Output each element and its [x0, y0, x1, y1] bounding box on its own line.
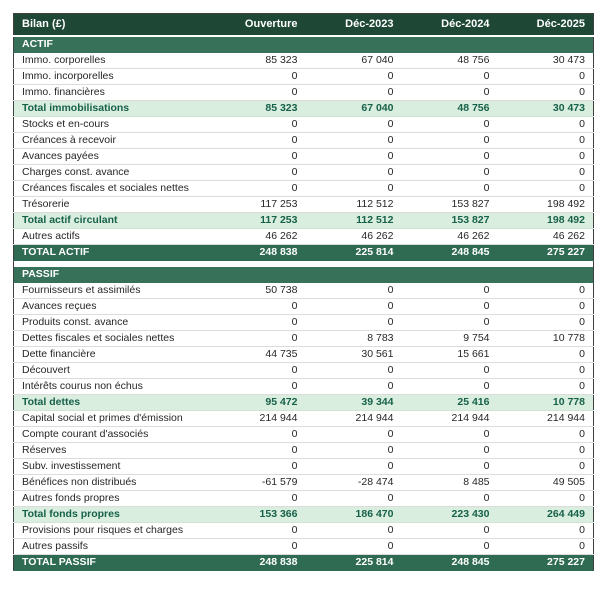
cell-value: 0	[306, 85, 402, 101]
cell-value: 50 738	[210, 283, 306, 299]
cell-value: 0	[498, 315, 594, 331]
cell-value: 275 227	[498, 555, 594, 571]
cell-value: 153 827	[402, 197, 498, 213]
cell-value: 0	[498, 523, 594, 539]
cell-value: 112 512	[306, 197, 402, 213]
cell-value: 117 253	[210, 213, 306, 229]
row-label: Immo. incorporelles	[14, 69, 210, 85]
table-row	[14, 299, 594, 315]
cell-value: 248 838	[210, 245, 306, 261]
cell-value: 10 778	[498, 331, 594, 347]
cell-value: 153 366	[210, 507, 306, 523]
cell-value: 0	[306, 299, 402, 315]
cell-value: 0	[210, 379, 306, 395]
table-row	[14, 475, 594, 491]
cell-value: 0	[402, 459, 498, 475]
cell-value: 0	[306, 133, 402, 149]
cell-value: 0	[498, 379, 594, 395]
subtotal-row	[14, 395, 594, 411]
cell-value: 0	[306, 491, 402, 507]
table-title: Bilan (£)	[14, 14, 210, 37]
column-header-dec-2025: Déc-2025	[498, 14, 594, 37]
row-label: Avances reçues	[14, 299, 210, 315]
table-row	[14, 181, 594, 197]
grand-total-row	[14, 245, 594, 261]
cell-value: 25 416	[402, 395, 498, 411]
cell-value: 85 323	[210, 53, 306, 69]
cell-value: 0	[210, 165, 306, 181]
row-label: TOTAL ACTIF	[14, 245, 210, 261]
cell-value: 95 472	[210, 395, 306, 411]
row-label: Dette financière	[14, 347, 210, 363]
cell-value: 0	[306, 379, 402, 395]
cell-value: 214 944	[402, 411, 498, 427]
row-label: Produits const. avance	[14, 315, 210, 331]
table-row	[14, 149, 594, 165]
cell-value: 0	[210, 149, 306, 165]
table-row	[14, 133, 594, 149]
cell-value: 0	[306, 539, 402, 555]
row-label: Avances payées	[14, 149, 210, 165]
cell-value: 0	[306, 117, 402, 133]
cell-value: 67 040	[306, 53, 402, 69]
table-row	[14, 331, 594, 347]
balance-sheet-table	[13, 13, 594, 571]
cell-value: 0	[210, 331, 306, 347]
cell-value: 0	[306, 523, 402, 539]
cell-value: 46 262	[210, 229, 306, 245]
table-row	[14, 347, 594, 363]
row-label: Stocks et en-cours	[14, 117, 210, 133]
cell-value: 85 323	[210, 101, 306, 117]
cell-value: 214 944	[498, 411, 594, 427]
row-label: Autres fonds propres	[14, 491, 210, 507]
table-row	[14, 197, 594, 213]
table-row	[14, 53, 594, 69]
row-label: TOTAL PASSIF	[14, 555, 210, 571]
cell-value: 0	[210, 459, 306, 475]
grand-total-row	[14, 555, 594, 571]
cell-value: 15 661	[402, 347, 498, 363]
cell-value: 9 754	[402, 331, 498, 347]
cell-value: 49 505	[498, 475, 594, 491]
cell-value: 46 262	[402, 229, 498, 245]
cell-value: 30 473	[498, 101, 594, 117]
cell-value: 39 344	[306, 395, 402, 411]
cell-value: 0	[210, 315, 306, 331]
cell-value: 0	[402, 491, 498, 507]
cell-value: 0	[498, 427, 594, 443]
table-row	[14, 411, 594, 427]
cell-value: 0	[306, 363, 402, 379]
cell-value: 0	[498, 149, 594, 165]
cell-value: 0	[402, 315, 498, 331]
cell-value: 248 845	[402, 555, 498, 571]
column-header-ouverture: Ouverture	[210, 14, 306, 37]
cell-value: 0	[210, 539, 306, 555]
section-title: PASSIF	[14, 267, 594, 283]
row-label: Autres actifs	[14, 229, 210, 245]
cell-value: 0	[402, 133, 498, 149]
cell-value: 198 492	[498, 213, 594, 229]
table-row	[14, 229, 594, 245]
cell-value: -61 579	[210, 475, 306, 491]
cell-value: -28 474	[306, 475, 402, 491]
cell-value: 0	[306, 427, 402, 443]
cell-value: 0	[498, 181, 594, 197]
cell-value: 0	[210, 133, 306, 149]
cell-value: 225 814	[306, 245, 402, 261]
cell-value: 0	[498, 165, 594, 181]
cell-value: 0	[306, 459, 402, 475]
cell-value: 0	[498, 69, 594, 85]
cell-value: 10 778	[498, 395, 594, 411]
cell-value: 0	[498, 347, 594, 363]
row-label: Dettes fiscales et sociales nettes	[14, 331, 210, 347]
row-label: Immo. financières	[14, 85, 210, 101]
section-header-row	[14, 267, 594, 283]
table-row	[14, 69, 594, 85]
cell-value: 248 845	[402, 245, 498, 261]
row-label: Charges const. avance	[14, 165, 210, 181]
cell-value: 0	[402, 283, 498, 299]
cell-value: 0	[210, 523, 306, 539]
cell-value: 0	[402, 523, 498, 539]
subtotal-row	[14, 507, 594, 523]
cell-value: 0	[498, 443, 594, 459]
subtotal-row	[14, 101, 594, 117]
cell-value: 0	[498, 363, 594, 379]
cell-value: 0	[306, 315, 402, 331]
cell-value: 8 485	[402, 475, 498, 491]
cell-value: 46 262	[306, 229, 402, 245]
subtotal-row	[14, 213, 594, 229]
cell-value: 0	[306, 69, 402, 85]
row-label: Compte courant d'associés	[14, 427, 210, 443]
cell-value: 0	[210, 69, 306, 85]
table-row	[14, 315, 594, 331]
row-label: Intérêts courus non échus	[14, 379, 210, 395]
row-label: Fournisseurs et assimilés	[14, 283, 210, 299]
cell-value: 0	[306, 283, 402, 299]
cell-value: 0	[498, 283, 594, 299]
column-header-dec-2023: Déc-2023	[306, 14, 402, 37]
table-row	[14, 117, 594, 133]
row-label: Autres passifs	[14, 539, 210, 555]
cell-value: 186 470	[306, 507, 402, 523]
cell-value: 248 838	[210, 555, 306, 571]
table-row	[14, 459, 594, 475]
cell-value: 44 735	[210, 347, 306, 363]
cell-value: 0	[402, 427, 498, 443]
cell-value: 67 040	[306, 101, 402, 117]
cell-value: 0	[402, 363, 498, 379]
cell-value: 214 944	[306, 411, 402, 427]
cell-value: 0	[210, 299, 306, 315]
row-label: Bénéfices non distribués	[14, 475, 210, 491]
cell-value: 0	[402, 299, 498, 315]
cell-value: 0	[210, 117, 306, 133]
row-label: Subv. investissement	[14, 459, 210, 475]
cell-value: 0	[402, 539, 498, 555]
row-label: Total actif circulant	[14, 213, 210, 229]
table-row	[14, 283, 594, 299]
cell-value: 0	[402, 181, 498, 197]
cell-value: 117 253	[210, 197, 306, 213]
cell-value: 30 473	[498, 53, 594, 69]
cell-value: 0	[210, 181, 306, 197]
cell-value: 0	[498, 299, 594, 315]
row-label: Immo. corporelles	[14, 53, 210, 69]
cell-value: 0	[402, 117, 498, 133]
row-label: Capital social et primes d'émission	[14, 411, 210, 427]
table-row	[14, 427, 594, 443]
row-label: Découvert	[14, 363, 210, 379]
table-row	[14, 165, 594, 181]
cell-value: 48 756	[402, 53, 498, 69]
cell-value: 214 944	[210, 411, 306, 427]
cell-value: 223 430	[402, 507, 498, 523]
column-header-dec-2024: Déc-2024	[402, 14, 498, 37]
cell-value: 0	[402, 165, 498, 181]
cell-value: 46 262	[498, 229, 594, 245]
cell-value: 0	[306, 181, 402, 197]
row-label: Total fonds propres	[14, 507, 210, 523]
cell-value: 0	[210, 491, 306, 507]
cell-value: 153 827	[402, 213, 498, 229]
cell-value: 0	[402, 379, 498, 395]
cell-value: 0	[402, 149, 498, 165]
cell-value: 275 227	[498, 245, 594, 261]
cell-value: 0	[498, 133, 594, 149]
row-label: Total dettes	[14, 395, 210, 411]
row-label: Provisions pour risques et charges	[14, 523, 210, 539]
cell-value: 0	[498, 459, 594, 475]
row-label: Trésorerie	[14, 197, 210, 213]
table-row	[14, 539, 594, 555]
cell-value: 30 561	[306, 347, 402, 363]
section-header-row	[14, 36, 594, 53]
cell-value: 198 492	[498, 197, 594, 213]
table-header-row	[14, 14, 594, 37]
cell-value: 225 814	[306, 555, 402, 571]
table-row	[14, 491, 594, 507]
table-row	[14, 363, 594, 379]
table-body	[14, 36, 594, 571]
cell-value: 0	[498, 85, 594, 101]
cell-value: 0	[210, 363, 306, 379]
cell-value: 0	[210, 85, 306, 101]
row-label: Créances à recevoir	[14, 133, 210, 149]
table-row	[14, 85, 594, 101]
cell-value: 0	[402, 69, 498, 85]
cell-value: 0	[498, 539, 594, 555]
cell-value: 0	[210, 443, 306, 459]
cell-value: 0	[306, 165, 402, 181]
cell-value: 0	[306, 443, 402, 459]
row-label: Réserves	[14, 443, 210, 459]
cell-value: 48 756	[402, 101, 498, 117]
cell-value: 0	[402, 443, 498, 459]
cell-value: 0	[210, 427, 306, 443]
cell-value: 0	[306, 149, 402, 165]
cell-value: 264 449	[498, 507, 594, 523]
cell-value: 0	[498, 491, 594, 507]
cell-value: 8 783	[306, 331, 402, 347]
row-label: Créances fiscales et sociales nettes	[14, 181, 210, 197]
table-row	[14, 443, 594, 459]
table-row	[14, 523, 594, 539]
row-label: Total immobilisations	[14, 101, 210, 117]
table-row	[14, 379, 594, 395]
cell-value: 0	[498, 117, 594, 133]
cell-value: 0	[402, 85, 498, 101]
cell-value: 112 512	[306, 213, 402, 229]
section-title: ACTIF	[14, 36, 594, 53]
